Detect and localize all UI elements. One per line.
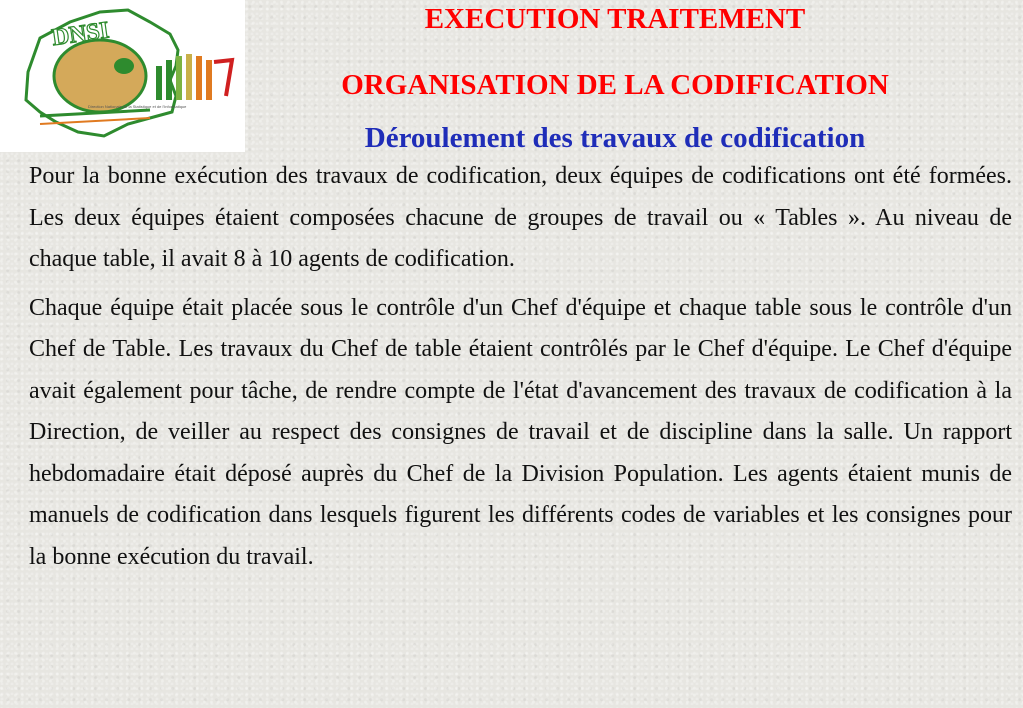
paragraph-2: Chaque équipe était placée sous le contrôle d'un Chef d'équipe et chaque table sous le contrôle d'un Chef de Table. Les travaux du Chef de table étaient contrôlés par le Chef d'équipe. Le Chef d'équipe avait également pour tâche, de rendre compte de l'état d'avancement des travaux de codification à la Direction, de veiller au respect des consignes de travail et de discipline dans la salle. Un rapport hebdomadaire était déposé auprès du Chef de la Division Population. Les agents étaient munis de manuels de codification dans lesquels figurent les différents codes de variables et les consignes pour la bonne exécution du travail. <box>29 294 1012 570</box>
paragraph-1: Pour la bonne exécution des travaux de codification, deux équipes de codifications ont été formées. Les deux équipes étaient composées chacune de groupes de travail ou « Tables ». Au niveau de chaque table, il avait 8 à 10 agents de codification. <box>29 163 1012 272</box>
logo-text: DNSI <box>50 17 111 52</box>
dnsi-logo <box>0 0 245 152</box>
main-title: EXECUTION TRAITEMENT <box>424 3 806 35</box>
dnsi-logo-graphic <box>0 0 245 152</box>
subtitle: Déroulement des travaux de codification <box>364 122 866 154</box>
logo-small-text: Direction Nationale de la Statistique et de l'Informatique <box>88 104 187 109</box>
section-title: ORGANISATION DE LA CODIFICATION <box>341 69 889 101</box>
body-text <box>29 156 1012 578</box>
